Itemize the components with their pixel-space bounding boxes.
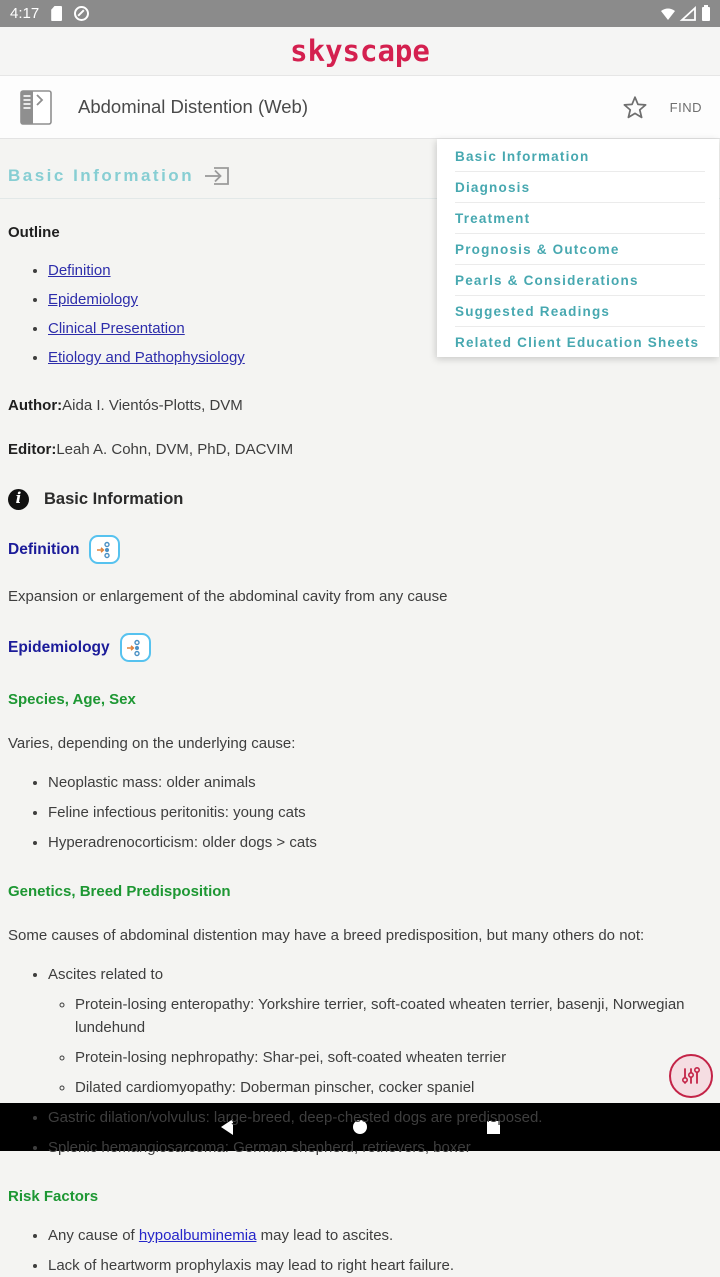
- find-button[interactable]: FIND: [669, 99, 702, 115]
- definition-text: Expansion or enlargement of the abdominal cavity from any cause: [8, 588, 448, 605]
- wifi-icon: [660, 7, 676, 21]
- epidemiology-title: Epidemiology: [8, 638, 110, 656]
- list-item: [48, 963, 712, 1099]
- sd-card-icon: [51, 6, 62, 21]
- menu-item-related-client-education-sheets[interactable]: Related Client Education Sheets: [455, 334, 700, 350]
- sub-list-item: ◦ Dilated cardiomyopathy: Doberman pinscher, cocker spaniel: [75, 1076, 712, 1099]
- list-item: • Hyperadrenocorticism: older dogs > cats: [48, 831, 712, 854]
- do-not-disturb-icon: [74, 6, 89, 21]
- filters-fab-button[interactable]: [669, 1054, 713, 1098]
- editor-label: Editor:: [8, 441, 57, 458]
- species-list: [8, 771, 712, 854]
- author-line: [8, 395, 712, 417]
- related-topics-icon[interactable]: [120, 633, 151, 662]
- risk-factors-heading: Risk Factors: [8, 1188, 99, 1205]
- outline-heading: Outline: [8, 224, 60, 241]
- status-time: 4:17: [10, 5, 40, 22]
- outline-link-definition[interactable]: Definition: [48, 262, 111, 279]
- sliders-icon: [680, 1065, 702, 1087]
- list-item: • Neoplastic mass: older animals: [48, 771, 712, 794]
- menu-item-basic-information[interactable]: Basic Information: [455, 148, 590, 164]
- list-item: • Feline infectious peritonitis: young cats: [48, 801, 712, 824]
- risk-factors-list: [8, 1224, 712, 1277]
- sub-list-item: ◦ Protein-losing enteropathy: Yorkshire terrier, soft-coated wheaten terrier, basenji, Norwegian lundehund: [75, 993, 712, 1039]
- document-panel-icon[interactable]: [18, 87, 54, 127]
- definition-heading-row: [8, 535, 712, 564]
- editor-name: Leah A. Cohn, DVM, PhD, DACVIM: [56, 441, 294, 458]
- list-item-text: Any cause of: [48, 1227, 139, 1244]
- related-topics-icon[interactable]: [89, 535, 120, 564]
- menu-item-diagnosis[interactable]: Diagnosis: [455, 179, 531, 195]
- jump-to-section-icon[interactable]: [204, 164, 231, 188]
- cell-signal-icon: [681, 7, 697, 21]
- menu-item-prognosis-outcome[interactable]: Prognosis & Outcome: [455, 241, 620, 257]
- list-item: • Gastric dilation/volvulus: large-breed, deep-chested dogs are predisposed.: [48, 1106, 712, 1129]
- basic-information-heading: [8, 488, 712, 510]
- editor-line: [8, 439, 712, 461]
- definition-title: Definition: [8, 540, 80, 558]
- favorite-star-icon[interactable]: [622, 95, 648, 120]
- basic-information-title: Basic Information: [44, 490, 184, 508]
- menu-item-pearls-considerations[interactable]: Pearls & Considerations: [455, 272, 639, 288]
- menu-item-suggested-readings[interactable]: Suggested Readings: [455, 303, 611, 319]
- sub-list-item: ◦ Protein-losing nephropathy: Shar-pei, soft-coated wheaten terrier: [75, 1046, 712, 1069]
- list-item: • Splenic hemangiosarcoma: German shepherd, retrievers, boxer: [48, 1136, 712, 1159]
- ascites-sublist: [48, 993, 712, 1099]
- content-area: [0, 139, 720, 1274]
- title-bar: [0, 75, 720, 139]
- list-item-text: Ascites related to: [48, 966, 164, 983]
- menu-item-treatment[interactable]: Treatment: [455, 210, 531, 226]
- skyscape-logo: skyscape: [290, 34, 430, 68]
- hypoalbuminemia-link[interactable]: hypoalbuminemia: [138, 1227, 257, 1244]
- list-item: • Lack of heartworm prophylaxis may lead to right heart failure.: [48, 1254, 712, 1277]
- author-name: Aida I. Vientós-Plotts, DVM: [62, 397, 243, 414]
- status-bar: [0, 0, 720, 27]
- author-label: Author:: [8, 397, 63, 414]
- list-item: [48, 1224, 712, 1247]
- genetics-intro: Some causes of abdominal distention may have a breed predisposition, but many others do not:: [8, 927, 645, 944]
- logo-bar: [0, 27, 720, 75]
- epidemiology-heading-row: [8, 633, 712, 662]
- info-icon: i: [8, 489, 29, 510]
- species-age-sex-heading: Species, Age, Sex: [8, 691, 136, 708]
- section-menu-panel: [437, 139, 719, 357]
- species-intro: Varies, depending on the underlying cause:: [8, 735, 296, 752]
- battery-icon: [702, 7, 710, 21]
- genetics-list: [8, 963, 712, 1159]
- genetics-heading: Genetics, Breed Predisposition: [8, 883, 231, 900]
- outline-link-etiology-pathophysiology[interactable]: Etiology and Pathophysiology: [48, 349, 245, 366]
- outline-link-epidemiology[interactable]: Epidemiology: [48, 291, 139, 308]
- section-header-title: Basic Information: [8, 166, 195, 185]
- list-item-text: may lead to ascites.: [256, 1227, 394, 1244]
- outline-link-clinical-presentation[interactable]: Clinical Presentation: [48, 320, 185, 337]
- page-title: Abdominal Distention (Web): [78, 96, 308, 117]
